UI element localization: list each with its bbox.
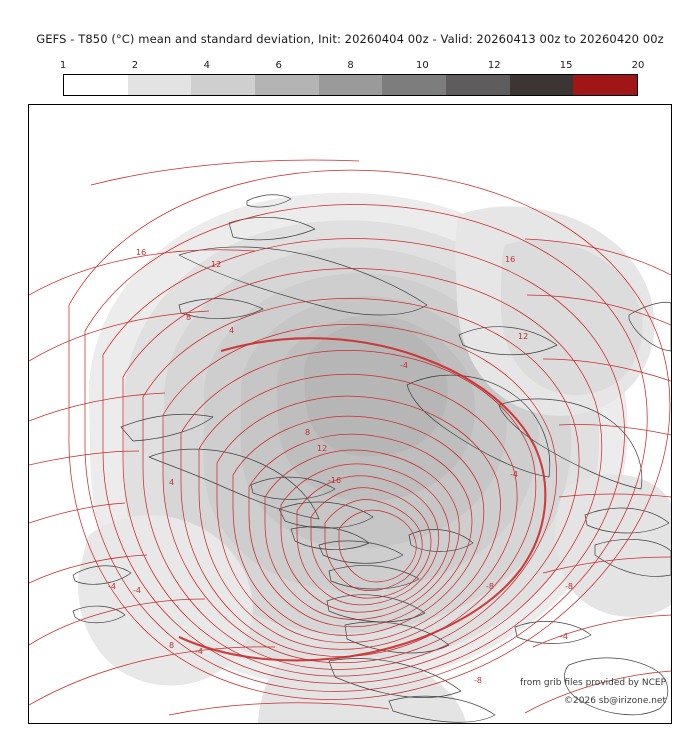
svg-text:4: 4 bbox=[169, 478, 175, 487]
svg-text:-4: -4 bbox=[400, 361, 408, 370]
svg-text:-16: -16 bbox=[328, 476, 342, 485]
colorbar-tick: 15 bbox=[559, 60, 573, 71]
colorbar-swatch bbox=[382, 75, 446, 95]
colorbar-tick: 1 bbox=[59, 60, 67, 71]
colorbar-swatches bbox=[63, 74, 638, 96]
svg-text:12: 12 bbox=[211, 260, 222, 269]
svg-text:4: 4 bbox=[229, 326, 235, 335]
colorbar-tick: 4 bbox=[203, 60, 210, 71]
colorbar-swatch bbox=[510, 75, 574, 95]
svg-text:-4: -4 bbox=[108, 582, 116, 591]
colorbar-tick: 12 bbox=[487, 60, 501, 71]
colorbar-tick: 20 bbox=[631, 60, 645, 71]
map-panel[interactable] bbox=[28, 104, 672, 724]
svg-text:8: 8 bbox=[305, 428, 311, 437]
svg-text:12: 12 bbox=[317, 444, 328, 453]
colorbar-tick: 8 bbox=[347, 60, 354, 71]
chart-title: GEFS - T850 (°C) mean and standard deviation, Init: 20260404 00z - Valid: 20260413 00z to 20260420 00z bbox=[36, 32, 664, 46]
shading-layer bbox=[29, 105, 671, 723]
colorbar-swatch bbox=[64, 75, 128, 95]
colorbar-tick: 2 bbox=[131, 60, 139, 71]
svg-text:-8: -8 bbox=[486, 582, 494, 591]
credit-source: from grib files provided by NCEP bbox=[520, 678, 666, 688]
colorbar-tick-labels bbox=[59, 60, 645, 74]
svg-text:12: 12 bbox=[518, 332, 529, 341]
svg-text:-8: -8 bbox=[474, 676, 482, 685]
svg-text:-4: -4 bbox=[510, 470, 518, 479]
colorbar-tick: 10 bbox=[416, 60, 429, 71]
svg-text:16: 16 bbox=[136, 248, 147, 257]
svg-text:16: 16 bbox=[505, 255, 516, 264]
map-svg bbox=[29, 105, 671, 723]
svg-text:-4: -4 bbox=[133, 586, 141, 595]
colorbar bbox=[59, 60, 645, 96]
colorbar-swatch bbox=[319, 75, 383, 95]
colorbar-swatch bbox=[128, 75, 192, 95]
colorbar-swatch bbox=[446, 75, 510, 95]
svg-text:-4: -4 bbox=[195, 647, 203, 656]
colorbar-swatch bbox=[191, 75, 255, 95]
svg-text:-4: -4 bbox=[560, 632, 568, 641]
colorbar-tick: 6 bbox=[275, 60, 282, 71]
credit-copyright: ©2026 sb@irizone.net bbox=[564, 696, 666, 706]
svg-text:8: 8 bbox=[169, 641, 175, 650]
svg-text:-8: -8 bbox=[565, 582, 573, 591]
colorbar-swatch bbox=[255, 75, 319, 95]
svg-text:8: 8 bbox=[186, 313, 192, 322]
colorbar-swatch bbox=[573, 75, 637, 95]
